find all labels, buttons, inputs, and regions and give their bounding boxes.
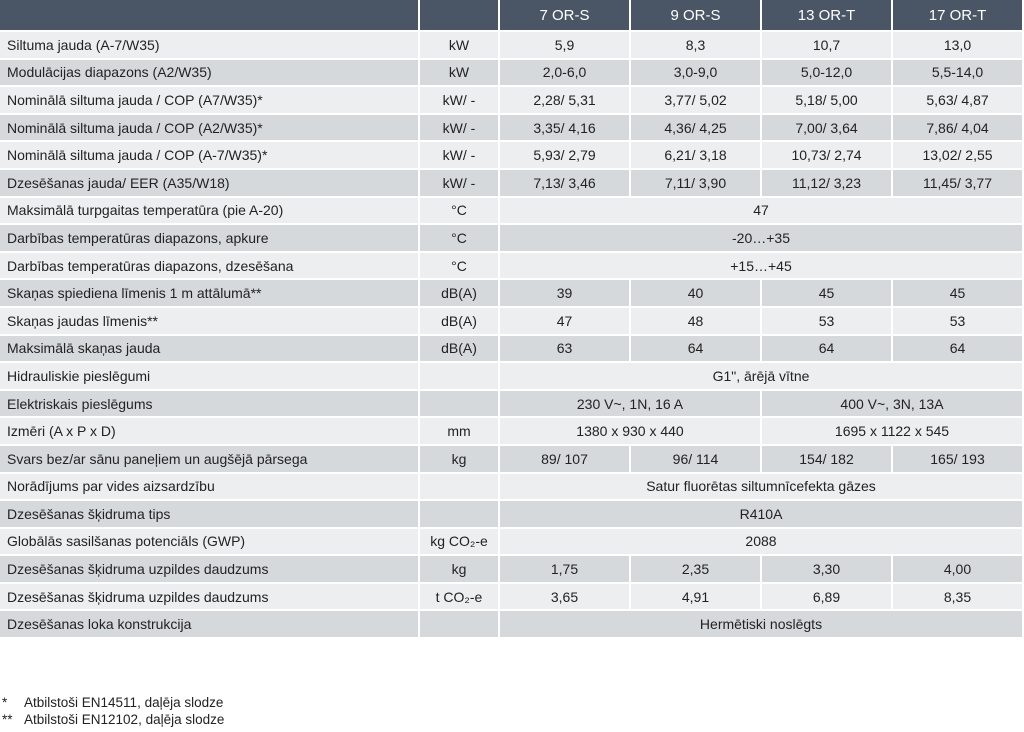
spec-row (0, 529, 1024, 557)
param-label: Norādījums par vides aizsardzību (0, 474, 420, 502)
param-label: Nominālā siltuma jauda / COP (A2/W35)* (0, 115, 420, 143)
value-cell: 5,63/ 4,87 (893, 87, 1024, 115)
value-cell: 5,5-14,0 (893, 60, 1024, 88)
spec-row (0, 474, 1024, 502)
value-cell: 7,13/ 3,46 (500, 170, 631, 198)
model-header: 17 OR-T (893, 0, 1024, 32)
value-cell: 39 (500, 280, 631, 308)
value-cell: 3,65 (500, 584, 631, 612)
value-cell: 3,35/ 4,16 (500, 115, 631, 143)
param-label: Dzesēšanas šķidruma uzpildes daudzums (0, 584, 420, 612)
param-label: Darbības temperatūras diapazons, apkure (0, 225, 420, 253)
value-cell-span2: 400 V~, 3N, 13A (762, 391, 1024, 419)
unit-cell: °C (420, 225, 500, 253)
value-cell: 5,18/ 5,00 (762, 87, 893, 115)
unit-cell: kW/ - (420, 170, 500, 198)
unit-cell: °C (420, 253, 500, 281)
unit-cell (420, 501, 500, 529)
value-cell: 5,93/ 2,79 (500, 142, 631, 170)
value-cell: 7,86/ 4,04 (893, 115, 1024, 143)
value-cell: 5,0-12,0 (762, 60, 893, 88)
value-cell-span4: G1", ārējā vītne (500, 363, 1024, 391)
value-cell: 3,0-9,0 (631, 60, 762, 88)
value-cell-span4: Satur fluorētas siltumnīcefekta gāzes (500, 474, 1024, 502)
value-cell-span4: +15…+45 (500, 253, 1024, 281)
value-cell: 53 (893, 308, 1024, 336)
model-header: 7 OR-S (500, 0, 631, 32)
value-cell: 96/ 114 (631, 446, 762, 474)
spec-row (0, 60, 1024, 88)
unit-cell: kW/ - (420, 87, 500, 115)
param-label: Dzesēšanas jauda/ EER (A35/W18) (0, 170, 420, 198)
value-cell-span2: 1695 x 1122 x 545 (762, 418, 1024, 446)
value-cell: 3,77/ 5,02 (631, 87, 762, 115)
param-label: Globālās sasilšanas potenciāls (GWP) (0, 529, 420, 557)
spec-row (0, 556, 1024, 584)
value-cell: 10,73/ 2,74 (762, 142, 893, 170)
value-cell: 6,21/ 3,18 (631, 142, 762, 170)
spec-row (0, 308, 1024, 336)
unit-cell: kW/ - (420, 142, 500, 170)
spec-table-body (0, 32, 1024, 639)
value-cell: 8,3 (631, 32, 762, 60)
param-label: Dzesēšanas loka konstrukcija (0, 611, 420, 639)
unit-cell: dB(A) (420, 280, 500, 308)
spec-row (0, 87, 1024, 115)
param-label: Modulācijas diapazons (A2/W35) (0, 60, 420, 88)
footnote (0, 694, 224, 711)
value-cell: 4,36/ 4,25 (631, 115, 762, 143)
footnote-mark: * (2, 695, 8, 710)
spec-row (0, 142, 1024, 170)
spec-row (0, 391, 1024, 419)
footnote-text: Atbilstoši EN12102, daļēja slodze (24, 712, 225, 727)
footnote-mark: ** (2, 712, 13, 727)
footnote (0, 711, 224, 728)
spec-row (0, 501, 1024, 529)
spec-row (0, 280, 1024, 308)
value-cell: 7,00/ 3,64 (762, 115, 893, 143)
param-label: Siltuma jauda (A-7/W35) (0, 32, 420, 60)
value-cell-span4: 2088 (500, 529, 1024, 557)
value-cell: 10,7 (762, 32, 893, 60)
header-row (0, 0, 1024, 32)
value-cell-span4: 47 (500, 198, 1024, 226)
unit-cell: mm (420, 418, 500, 446)
value-cell: 7,11/ 3,90 (631, 170, 762, 198)
value-cell-span4: R410A (500, 501, 1024, 529)
unit-cell (420, 391, 500, 419)
value-cell: 2,28/ 5,31 (500, 87, 631, 115)
value-cell: 2,35 (631, 556, 762, 584)
spec-row (0, 363, 1024, 391)
param-label: Elektriskais pieslēgums (0, 391, 420, 419)
param-label: Maksimālā turpgaitas temperatūra (pie A-20) (0, 198, 420, 226)
value-cell: 45 (893, 280, 1024, 308)
value-cell: 64 (762, 336, 893, 364)
param-label: Svars bez/ar sānu paneļiem un augšējā pārsega (0, 446, 420, 474)
param-label: Hidrauliskie pieslēgumi (0, 363, 420, 391)
spec-row (0, 611, 1024, 639)
param-label: Izmēri (A x P x D) (0, 418, 420, 446)
spec-row (0, 336, 1024, 364)
value-cell: 6,89 (762, 584, 893, 612)
unit-cell (420, 611, 500, 639)
value-cell: 47 (500, 308, 631, 336)
unit-cell: kW (420, 32, 500, 60)
value-cell: 165/ 193 (893, 446, 1024, 474)
param-label: Nominālā siltuma jauda / COP (A-7/W35)* (0, 142, 420, 170)
value-cell: 2,0-6,0 (500, 60, 631, 88)
param-label: Darbības temperatūras diapazons, dzesēšana (0, 253, 420, 281)
value-cell: 64 (631, 336, 762, 364)
value-cell: 48 (631, 308, 762, 336)
value-cell-span4: -20…+35 (500, 225, 1024, 253)
param-label: Maksimālā skaņas jauda (0, 336, 420, 364)
value-cell: 3,30 (762, 556, 893, 584)
footnotes (0, 694, 224, 728)
param-label: Dzesēšanas šķidruma tips (0, 501, 420, 529)
unit-cell (420, 474, 500, 502)
value-cell: 13,02/ 2,55 (893, 142, 1024, 170)
spec-row (0, 32, 1024, 60)
value-cell: 11,12/ 3,23 (762, 170, 893, 198)
value-cell: 4,00 (893, 556, 1024, 584)
value-cell: 5,9 (500, 32, 631, 60)
header-blank-param (0, 0, 420, 32)
value-cell-span2: 1380 x 930 x 440 (500, 418, 762, 446)
value-cell: 8,35 (893, 584, 1024, 612)
unit-cell: dB(A) (420, 308, 500, 336)
value-cell: 4,91 (631, 584, 762, 612)
spec-row (0, 198, 1024, 226)
param-label: Nominālā siltuma jauda / COP (A7/W35)* (0, 87, 420, 115)
value-cell: 13,0 (893, 32, 1024, 60)
value-cell: 40 (631, 280, 762, 308)
value-cell: 154/ 182 (762, 446, 893, 474)
model-header: 13 OR-T (762, 0, 893, 32)
value-cell: 89/ 107 (500, 446, 631, 474)
spec-row (0, 170, 1024, 198)
unit-cell: kW/ - (420, 115, 500, 143)
spec-row (0, 225, 1024, 253)
param-label: Skaņas spiediena līmenis 1 m attālumā** (0, 280, 420, 308)
unit-cell: kg (420, 446, 500, 474)
unit-cell: kg (420, 556, 500, 584)
unit-cell: °C (420, 198, 500, 226)
spec-row (0, 253, 1024, 281)
value-cell: 53 (762, 308, 893, 336)
unit-cell (420, 363, 500, 391)
param-label: Skaņas jaudas līmenis** (0, 308, 420, 336)
value-cell: 1,75 (500, 556, 631, 584)
footnote-text: Atbilstoši EN14511, daļēja slodze (24, 695, 224, 710)
value-cell: 45 (762, 280, 893, 308)
value-cell: 63 (500, 336, 631, 364)
value-cell-span2: 230 V~, 1N, 16 A (500, 391, 762, 419)
spec-row (0, 418, 1024, 446)
value-cell: 11,45/ 3,77 (893, 170, 1024, 198)
unit-cell: t CO₂-e (420, 584, 500, 612)
spec-row (0, 115, 1024, 143)
spec-row (0, 446, 1024, 474)
unit-cell: dB(A) (420, 336, 500, 364)
unit-cell: kg CO₂-e (420, 529, 500, 557)
value-cell-span4: Hermētiski noslēgts (500, 611, 1024, 639)
spec-row (0, 584, 1024, 612)
param-label: Dzesēšanas šķidruma uzpildes daudzums (0, 556, 420, 584)
model-header: 9 OR-S (631, 0, 762, 32)
header-blank-unit (420, 0, 500, 32)
unit-cell: kW (420, 60, 500, 88)
value-cell: 64 (893, 336, 1024, 364)
